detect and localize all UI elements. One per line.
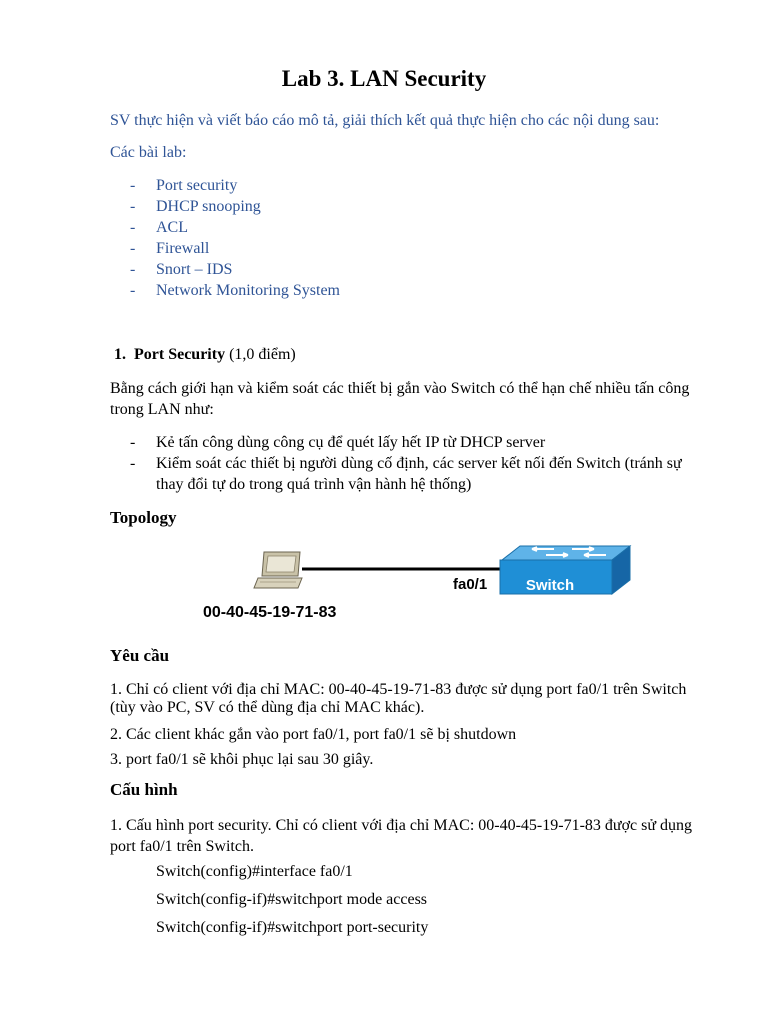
config-step: 1. Cấu hình port security. Chỉ có client với địa chỉ MAC: 00-40-45-19-71-83 được sử dụng port fa0/1 trên Switch. [110, 817, 693, 855]
config-command: Switch(config-if)#switchport port-security [156, 919, 429, 936]
list-item: - Network Monitoring System [130, 282, 340, 299]
config-heading: Cấu hình [110, 780, 178, 799]
config-command: Switch(config)#interface fa0/1 [156, 863, 353, 880]
list-item: - Kẻ tấn công dùng công cụ để quét lấy hết IP từ DHCP server [130, 434, 546, 451]
list-item: - Snort – IDS [130, 261, 233, 278]
requirement-item: 3. port fa0/1 sẽ khôi phục lại sau 30 giây. [110, 751, 374, 768]
labs-list [130, 175, 340, 301]
section-description: Bằng cách giới hạn và kiểm soát các thiết bị gắn vào Switch có thể hạn chế nhiều tấn công trong LAN như: [110, 380, 690, 418]
intro-text: SV thực hiện và viết báo cáo mô tả, giải thích kết quả thực hiện cho các nội dung sau: [110, 112, 660, 129]
requirement-item: 1. Chỉ có client với địa chỉ MAC: 00-40-45-19-71-83 được sử dụng port fa0/1 trên Switch (tùy vào PC, SV có thể dùng địa chỉ MAC khác). [110, 681, 687, 716]
mac-address-label: 00-40-45-19-71-83 [203, 604, 337, 621]
config-command: Switch(config-if)#switchport mode access [156, 891, 428, 908]
list-item: - DHCP snooping [130, 198, 261, 215]
requirements-heading: Yêu cầu [110, 646, 170, 665]
port-label: fa0/1 [453, 576, 488, 593]
page-title: Lab 3. LAN Security [281, 66, 487, 91]
section-heading: 1. Port Security (1,0 điểm) [114, 346, 296, 363]
topology-heading: Topology [110, 508, 177, 527]
switch-icon [500, 546, 630, 594]
switch-label: Switch [525, 577, 575, 594]
list-item: - ACL [130, 219, 188, 236]
requirement-item: 2. Các client khác gắn vào port fa0/1, port fa0/1 sẽ bị shutdown [110, 726, 517, 743]
list-item: - Kiểm soát các thiết bị người dùng cố định, các server kết nối đến Switch (tránh sự thay đổi tự do trong quá trình vận hành hệ thống) [130, 455, 682, 493]
section-bullets [130, 432, 700, 495]
pc-icon [254, 552, 302, 588]
list-item: - Firewall [130, 240, 210, 257]
topology-diagram [250, 540, 640, 600]
list-item: - Port security [130, 177, 238, 194]
labs-heading: Các bài lab: [110, 144, 187, 161]
